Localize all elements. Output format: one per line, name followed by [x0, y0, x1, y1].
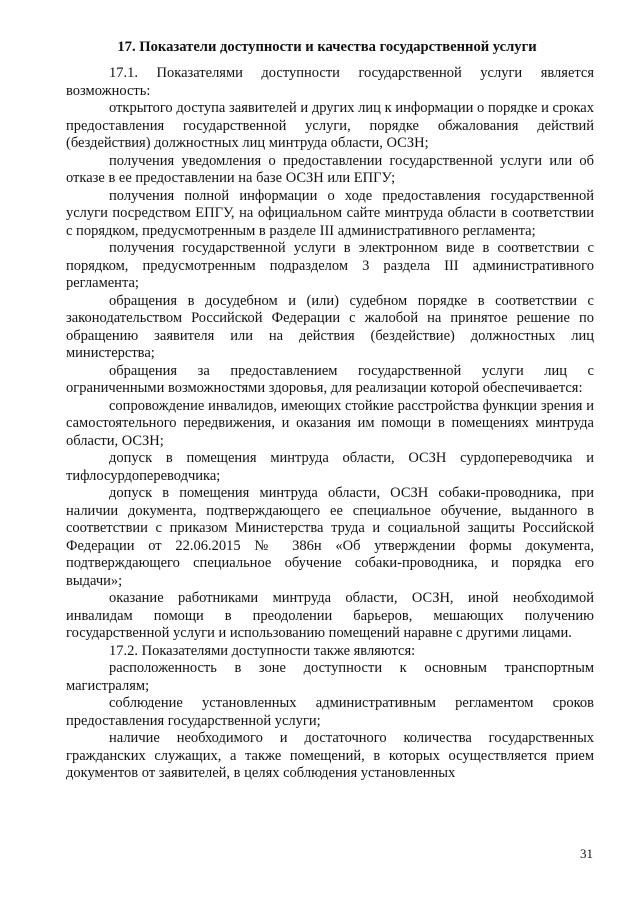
paragraph: получения уведомления о предоставлении государственной услуги или об отказе в ее предоставлении на базе ОСЗН или ЕПГУ; [66, 152, 594, 186]
paragraph: сопровождение инвалидов, имеющих стойкие расстройства функции зрения и самостоятельного передвижения, и оказания им помощи в помещениях минтруда области, ОСЗН; [66, 397, 594, 449]
paragraph: 17.1. Показателями доступности государственной услуги является возможность: [66, 65, 594, 99]
paragraph: расположенность в зоне доступности к основным транспортным магистралям; [66, 660, 594, 694]
paragraph: наличие необходимого и достаточного количества государственных гражданских служащих, а также помещений, в которых осуществляется прием документов от заявителей, в целях соблюдения установленных [66, 730, 594, 781]
paragraph: оказание работниками минтруда области, ОСЗН, иной необходимой инвалидам помощи в преодолении барьеров, мешающих получению государственной услуги и использованию помещений наравне с другими лицами. [66, 590, 594, 641]
paragraph: допуск в помещения минтруда области, ОСЗН сурдопереводчика и тифлосурдопереводчика; [66, 450, 594, 484]
paragraph: 17.2. Показателями доступности также являются: [109, 642, 416, 659]
page-number: 31 [580, 846, 593, 861]
paragraph: получения государственной услуги в электронном виде в соответствии с порядком, предусмотренным подразделом 3 раздела III административного регламента; [66, 240, 594, 291]
paragraph: открытого доступа заявителей и других лиц к информации о порядке и сроках предоставления государственной услуги, порядке обжалования действий (бездействия) должностных лиц минтруда области, ОСЗН; [66, 100, 594, 151]
paragraph: соблюдение установленных административным регламентом сроков предоставления государственной услуги; [66, 695, 594, 729]
paragraph: обращения в досудебном и (или) судебном порядке в соответствии с законодательством Российской Федерации с жалобой на принятое решение по обращению заявителя или на действия (бездействие) должностных лиц министерства; [66, 292, 594, 361]
section-heading: 17. Показатели доступности и качества государственной услуги [117, 39, 537, 55]
paragraph: обращения за предоставлением государственной услуги лиц с ограниченными возможностями здоровья, для реализации которой обеспечивается: [66, 362, 594, 396]
document-body [66, 65, 594, 783]
paragraph: допуск в помещения минтруда области, ОСЗН собаки-проводника, при наличии документа, подтверждающего ее специальное обучение, выданного в соответствии с приказом Министерства труда и социальной защиты Российской Федерации от 22.06.2015 № 386н «Об утверждении формы документа, подтверждающего специальное обучение собаки-проводника, и порядка его выдачи»; [66, 485, 594, 589]
paragraph: получения полной информации о ходе предоставления государственной услуги посредством ЕПГУ, на официальном сайте минтруда области в соответствии с порядком, предусмотренным в разделе III административного регламента; [66, 187, 594, 239]
